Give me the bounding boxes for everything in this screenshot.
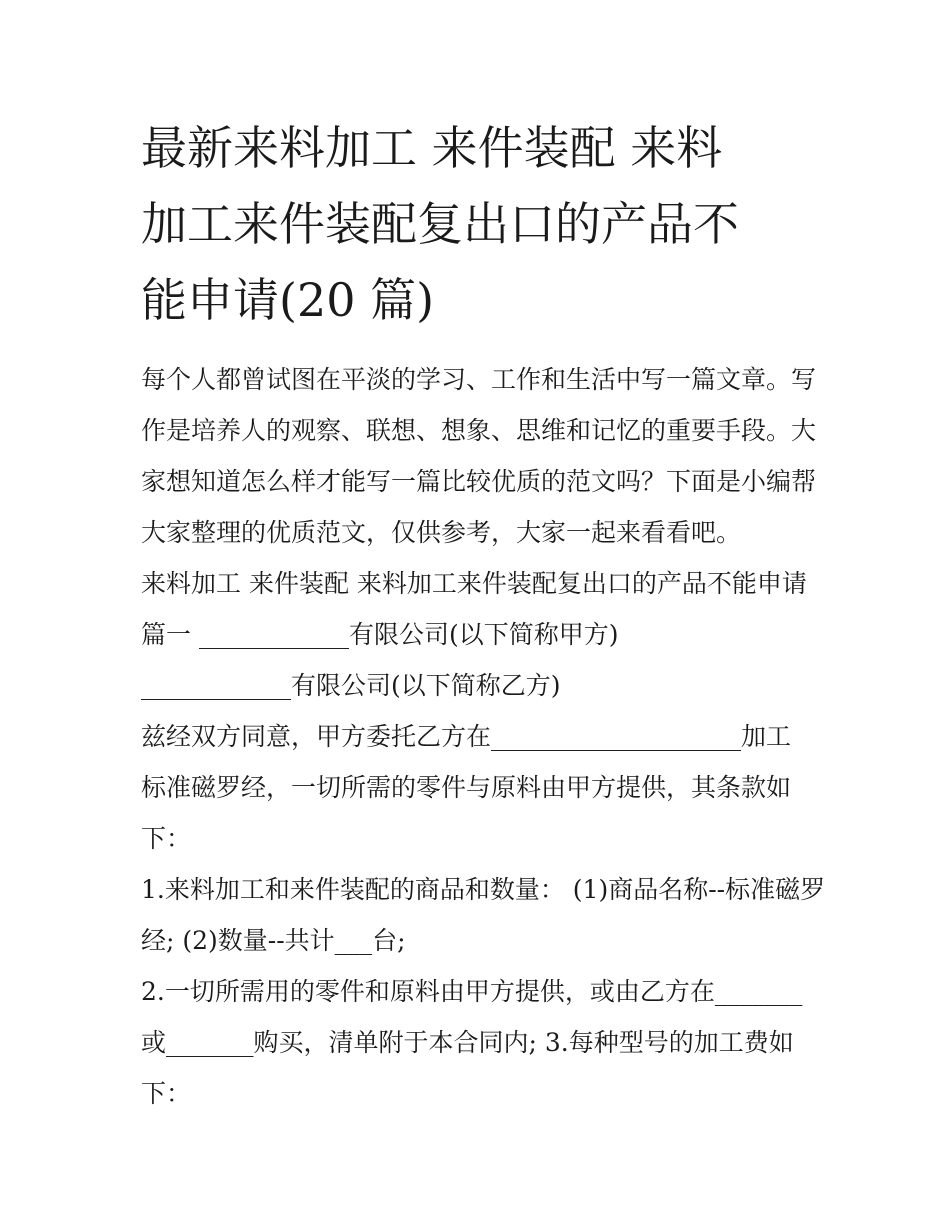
clause-1-line-2: 经; (2)数量--共计___台;: [141, 926, 406, 955]
intro-line-1: 每个人都曾试图在平淡的学习、工作和生活中写一篇文章。写: [141, 365, 817, 394]
intro-line-4: 大家整理的优质范文，仅供参考，大家一起来看看吧。: [141, 518, 742, 547]
clause-2-line-1: 2.一切所需用的零件和原料由甲方提供，或由乙方在_______: [141, 977, 803, 1006]
clause-3-line-1: 下：: [141, 1079, 192, 1108]
document-title: [141, 110, 821, 338]
title-line-1: 最新来料加工 来件装配 来料: [141, 121, 723, 175]
section-heading: 来料加工 来件装配 来料加工来件装配复出口的产品不能申请: [141, 569, 807, 598]
document-body: [141, 354, 826, 1119]
agreement-line-3: 下：: [141, 824, 192, 853]
title-line-3: 能申请(20 篇): [141, 273, 435, 327]
agreement-line-1: 兹经双方同意，甲方委托乙方在____________________加工: [141, 722, 792, 751]
clause-1-line-1: 1.来料加工和来件装配的商品和数量： (1)商品名称--标准磁罗: [141, 875, 826, 904]
intro-line-2: 作是培养人的观察、联想、想象、思维和记忆的重要手段。大: [141, 416, 817, 445]
intro-line-3: 家想知道怎么样才能写一篇比较优质的范文吗？下面是小编帮: [141, 467, 817, 496]
party-b-line: ____________有限公司(以下简称乙方): [141, 671, 561, 700]
agreement-line-2: 标准磁罗经，一切所需的零件与原料由甲方提供，其条款如: [141, 773, 792, 802]
title-line-2: 加工来件装配复出口的产品不: [141, 197, 739, 251]
party-a-line: 篇一 ____________有限公司(以下简称甲方): [141, 620, 619, 649]
clause-2-line-2: 或_______购买，清单附于本合同内; 3.每种型号的加工费如: [141, 1028, 794, 1057]
